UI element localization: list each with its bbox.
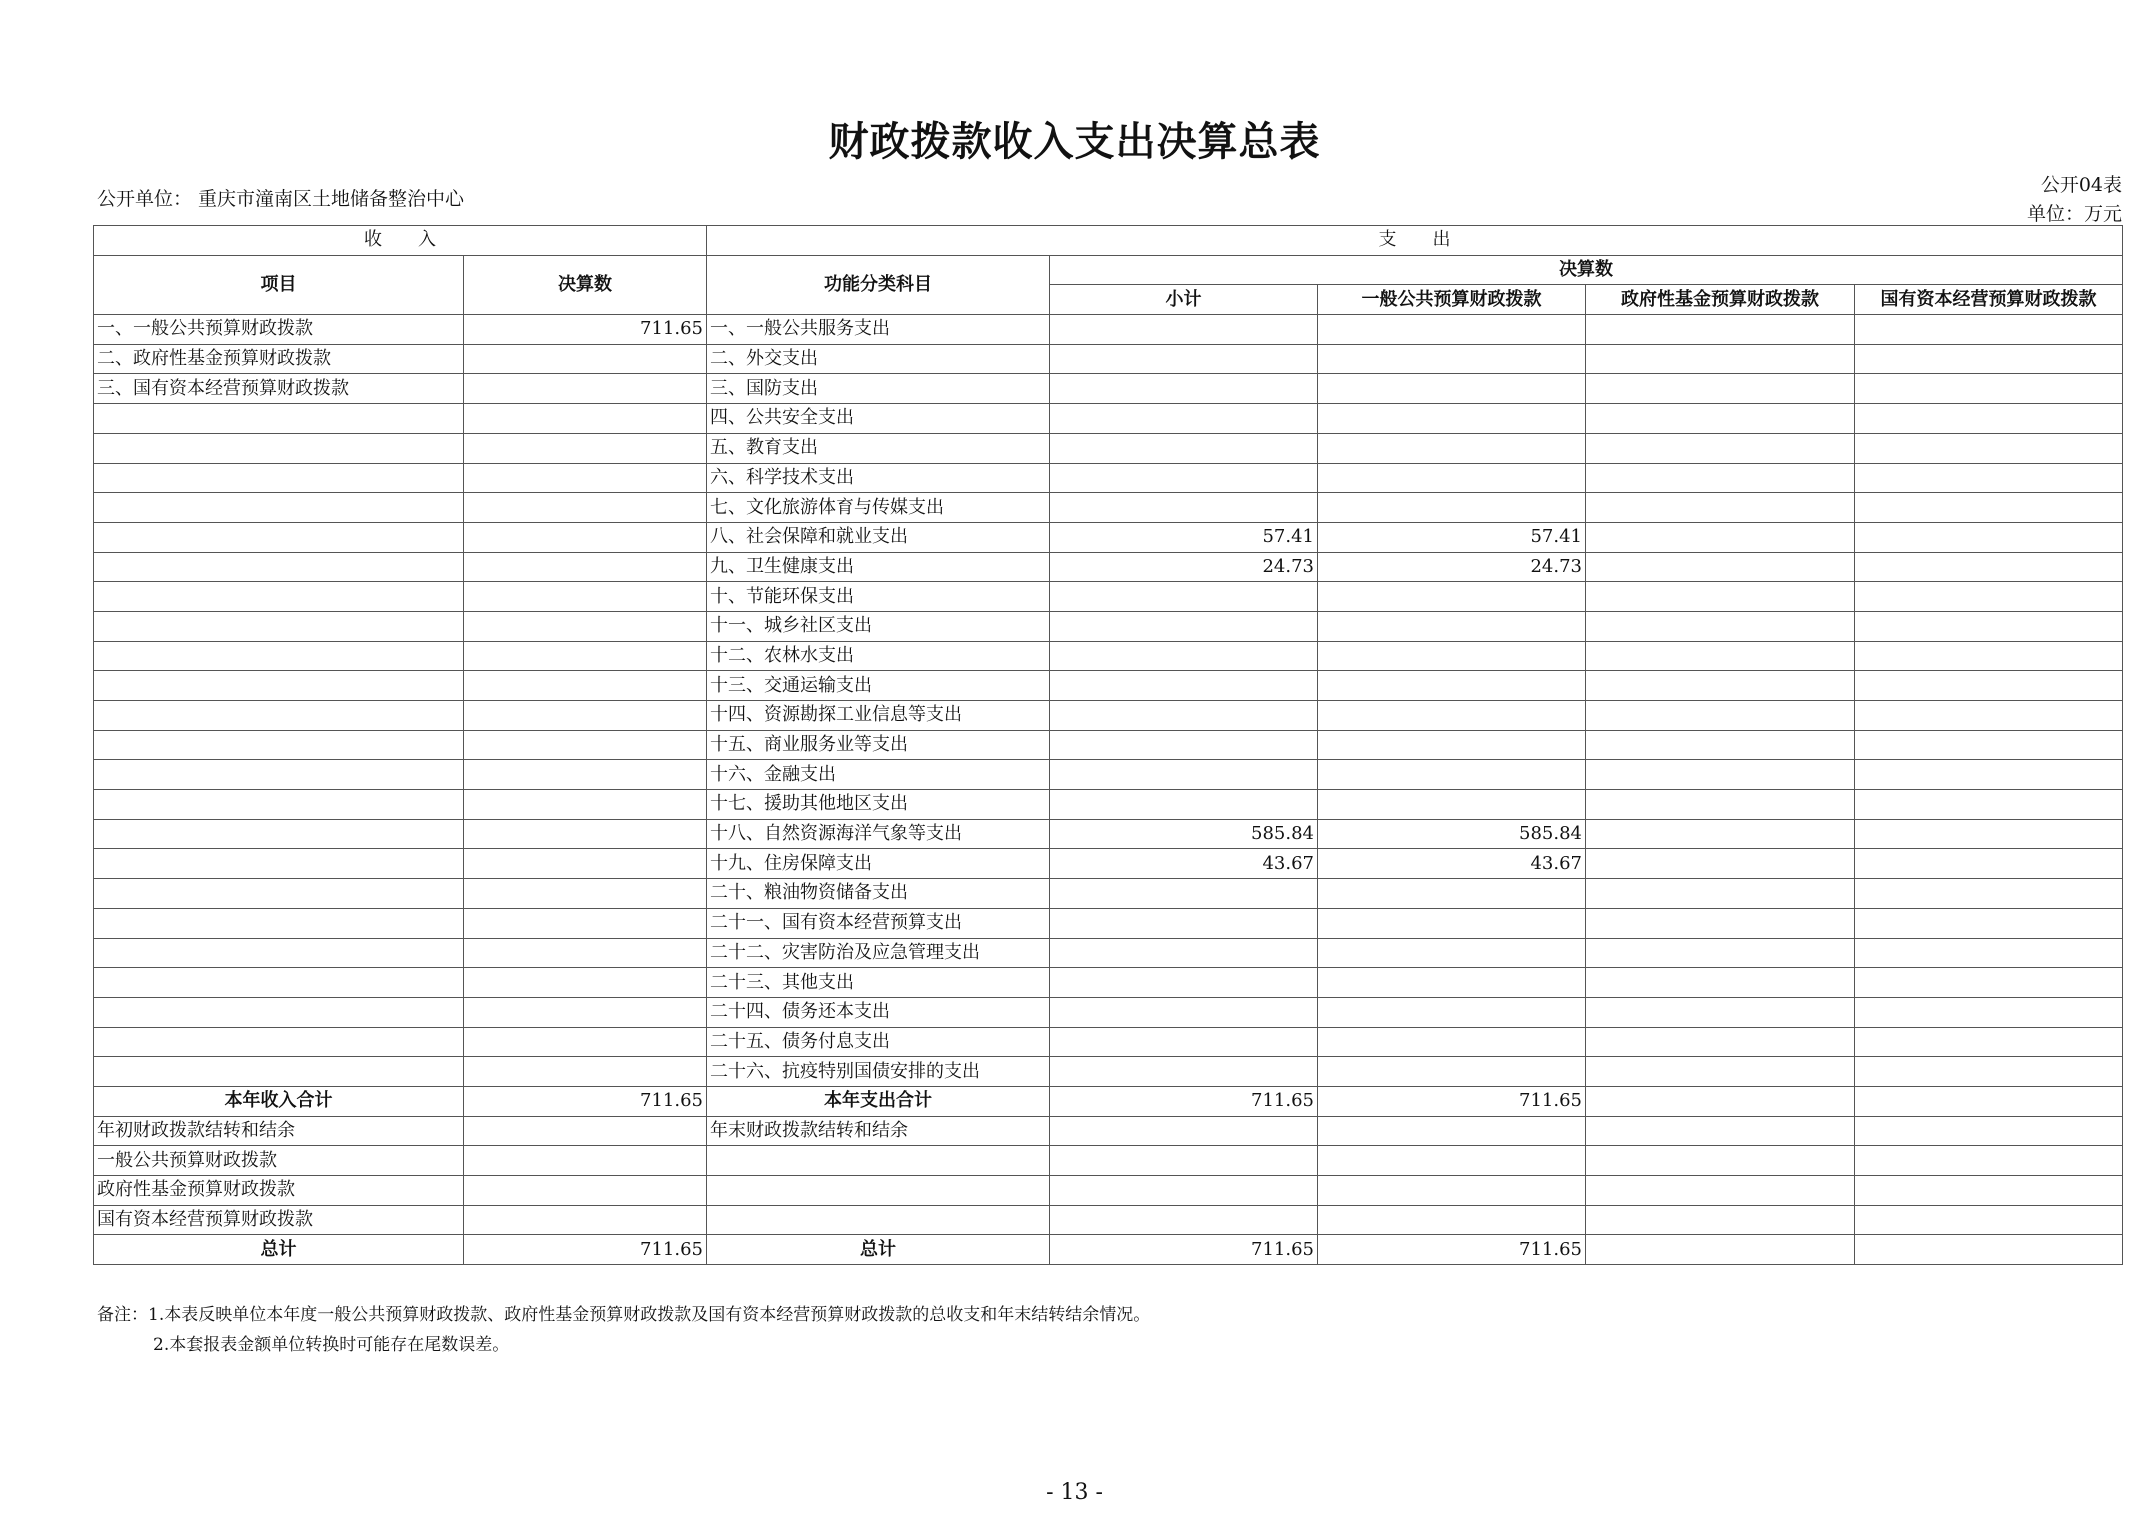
expense-item-cell: 十三、交通运输支出 xyxy=(707,671,1050,701)
subtotal-cell xyxy=(1050,1116,1318,1146)
page-number: - 13 - xyxy=(1046,1480,1103,1505)
income-item-cell xyxy=(94,611,464,641)
table-row xyxy=(94,849,2123,879)
income-item-cell: 一、一般公共预算财政拨款 xyxy=(94,315,464,345)
expense-item-cell: 十八、自然资源海洋气象等支出 xyxy=(707,819,1050,849)
table-row xyxy=(94,908,2123,938)
expense-item-cell: 二十五、债务付息支出 xyxy=(707,1027,1050,1057)
general-budget-cell xyxy=(1318,1027,1586,1057)
state-capital-cell xyxy=(1855,1057,2123,1087)
table-row xyxy=(94,374,2123,404)
general-budget-cell xyxy=(1318,968,1586,998)
gov-fund-cell xyxy=(1586,522,1855,552)
carryover-row xyxy=(94,1205,2123,1235)
income-item-cell xyxy=(94,1057,464,1087)
general-budget-cell xyxy=(1318,730,1586,760)
state-capital-cell xyxy=(1855,404,2123,434)
income-item-cell xyxy=(94,582,464,612)
expense-item-cell: 七、文化旅游体育与传媒支出 xyxy=(707,493,1050,523)
income-item-cell xyxy=(94,552,464,582)
state-capital-cell xyxy=(1855,552,2123,582)
state-capital-cell xyxy=(1855,730,2123,760)
gov-fund-cell xyxy=(1586,879,1855,909)
expense-item-cell: 二十一、国有资本经营预算支出 xyxy=(707,908,1050,938)
expense-item-cell: 年末财政拨款结转和结余 xyxy=(707,1116,1050,1146)
income-item-cell xyxy=(94,404,464,434)
income-item-cell: 年初财政拨款结转和结余 xyxy=(94,1116,464,1146)
subtotal-cell xyxy=(1050,611,1318,641)
expense-item-cell: 五、教育支出 xyxy=(707,433,1050,463)
income-item-cell xyxy=(94,1027,464,1057)
general-budget-cell xyxy=(1318,315,1586,345)
table-row xyxy=(94,315,2123,345)
income-amount-cell: 711.65 xyxy=(464,1235,707,1265)
income-amount-cell xyxy=(464,611,707,641)
general-budget-cell xyxy=(1318,1176,1586,1206)
general-budget-cell xyxy=(1318,1057,1586,1087)
gov-fund-cell xyxy=(1586,819,1855,849)
subtotal-cell: 24.73 xyxy=(1050,552,1318,582)
subtotal-cell xyxy=(1050,701,1318,731)
expense-item-cell: 二十三、其他支出 xyxy=(707,968,1050,998)
state-capital-cell xyxy=(1855,641,2123,671)
income-amount-cell xyxy=(464,730,707,760)
state-capital-cell xyxy=(1855,849,2123,879)
carryover-row xyxy=(94,1176,2123,1206)
gov-fund-cell xyxy=(1586,374,1855,404)
state-capital-cell xyxy=(1855,908,2123,938)
income-amount-cell xyxy=(464,1146,707,1176)
table-row xyxy=(94,463,2123,493)
income-item-cell: 政府性基金预算财政拨款 xyxy=(94,1176,464,1206)
subtotal-cell xyxy=(1050,344,1318,374)
subtotal-cell xyxy=(1050,671,1318,701)
table-row xyxy=(94,701,2123,731)
income-amount-cell xyxy=(464,819,707,849)
gov-fund-cell xyxy=(1586,1235,1855,1265)
general-budget-cell xyxy=(1318,790,1586,820)
gov-fund-cell xyxy=(1586,938,1855,968)
income-item-cell xyxy=(94,968,464,998)
subtotal-cell xyxy=(1050,463,1318,493)
state-capital-cell xyxy=(1855,701,2123,731)
income-header: 收 入 xyxy=(94,226,707,256)
table-row xyxy=(94,522,2123,552)
table-row xyxy=(94,1027,2123,1057)
expense-item-cell: 本年支出合计 xyxy=(707,1086,1050,1116)
general-budget-cell xyxy=(1318,997,1586,1027)
expense-item-cell: 九、卫生健康支出 xyxy=(707,552,1050,582)
income-item-cell xyxy=(94,433,464,463)
income-item-cell xyxy=(94,938,464,968)
income-item-cell xyxy=(94,730,464,760)
subtotal-cell: 57.41 xyxy=(1050,522,1318,552)
gov-fund-cell xyxy=(1586,611,1855,641)
table-row xyxy=(94,1057,2123,1087)
func-class-header: 功能分类科目 xyxy=(707,255,1050,314)
income-item-cell xyxy=(94,463,464,493)
state-capital-cell xyxy=(1855,1027,2123,1057)
notes xyxy=(97,1300,1150,1360)
state-capital-cell xyxy=(1855,1235,2123,1265)
gov-fund-cell xyxy=(1586,760,1855,790)
budget-summary-table xyxy=(93,225,2123,1265)
income-amount-cell xyxy=(464,701,707,731)
reporting-unit: 公开单位： 重庆市潼南区土地储备整治中心 xyxy=(97,188,465,210)
general-budget-cell: 711.65 xyxy=(1318,1235,1586,1265)
expense-item-cell: 十五、商业服务业等支出 xyxy=(707,730,1050,760)
state-capital-cell xyxy=(1855,493,2123,523)
expense-item-cell: 十九、住房保障支出 xyxy=(707,849,1050,879)
general-budget-cell xyxy=(1318,1205,1586,1235)
subtotal-cell xyxy=(1050,730,1318,760)
state-capital-cell xyxy=(1855,522,2123,552)
state-capital-cell xyxy=(1855,582,2123,612)
subtotal-cell xyxy=(1050,968,1318,998)
subtotal-cell xyxy=(1050,374,1318,404)
income-amount-cell xyxy=(464,1205,707,1235)
gov-fund-cell xyxy=(1586,552,1855,582)
income-amount-cell: 711.65 xyxy=(464,1086,707,1116)
subtotal-cell xyxy=(1050,1027,1318,1057)
general-budget-cell xyxy=(1318,760,1586,790)
expense-item-cell: 二十、粮油物资储备支出 xyxy=(707,879,1050,909)
expense-item-cell: 八、社会保障和就业支出 xyxy=(707,522,1050,552)
income-amount-cell xyxy=(464,997,707,1027)
general-budget-cell xyxy=(1318,611,1586,641)
general-budget-cell: 43.67 xyxy=(1318,849,1586,879)
income-amount-cell xyxy=(464,1176,707,1206)
table-row xyxy=(94,433,2123,463)
state-capital-cell xyxy=(1855,1116,2123,1146)
income-amount-cell xyxy=(464,671,707,701)
subtotal-cell xyxy=(1050,1205,1318,1235)
header-row-2 xyxy=(94,255,2123,285)
table-row xyxy=(94,819,2123,849)
expense-item-cell: 总计 xyxy=(707,1235,1050,1265)
income-amount-cell xyxy=(464,908,707,938)
grand-total-row xyxy=(94,1235,2123,1265)
table-row xyxy=(94,582,2123,612)
state-capital-header: 国有资本经营预算财政拨款 xyxy=(1855,285,2123,315)
subtotal-cell xyxy=(1050,879,1318,909)
income-item-cell: 三、国有资本经营预算财政拨款 xyxy=(94,374,464,404)
income-item-cell xyxy=(94,671,464,701)
gov-fund-cell xyxy=(1586,997,1855,1027)
expense-item-cell: 三、国防支出 xyxy=(707,374,1050,404)
state-capital-cell xyxy=(1855,463,2123,493)
general-budget-cell: 585.84 xyxy=(1318,819,1586,849)
expense-item-cell: 六、科学技术支出 xyxy=(707,463,1050,493)
expense-item-cell: 十二、农林水支出 xyxy=(707,641,1050,671)
income-amount-cell xyxy=(464,582,707,612)
state-capital-cell xyxy=(1855,997,2123,1027)
subtotal-cell: 711.65 xyxy=(1050,1235,1318,1265)
income-item-cell xyxy=(94,522,464,552)
general-budget-cell: 57.41 xyxy=(1318,522,1586,552)
subtotal-cell xyxy=(1050,433,1318,463)
income-amount-cell xyxy=(464,641,707,671)
state-capital-cell xyxy=(1855,819,2123,849)
gov-fund-cell xyxy=(1586,1027,1855,1057)
general-budget-cell xyxy=(1318,463,1586,493)
state-capital-cell xyxy=(1855,938,2123,968)
expense-item-cell: 十四、资源勘探工业信息等支出 xyxy=(707,701,1050,731)
general-budget-cell xyxy=(1318,1116,1586,1146)
state-capital-cell xyxy=(1855,1086,2123,1116)
general-budget-cell: 711.65 xyxy=(1318,1086,1586,1116)
expense-item-cell: 四、公共安全支出 xyxy=(707,404,1050,434)
gov-fund-cell xyxy=(1586,1205,1855,1235)
subtotal-cell xyxy=(1050,315,1318,345)
expense-item-cell: 十一、城乡社区支出 xyxy=(707,611,1050,641)
subtotal-cell xyxy=(1050,404,1318,434)
general-budget-cell xyxy=(1318,938,1586,968)
income-amount-cell xyxy=(464,433,707,463)
subtotal-cell xyxy=(1050,790,1318,820)
table-number: 公开04表 xyxy=(2040,174,2122,196)
gov-fund-cell xyxy=(1586,1057,1855,1087)
general-budget-cell xyxy=(1318,641,1586,671)
table-row xyxy=(94,997,2123,1027)
income-amount-cell xyxy=(464,760,707,790)
subtotal-cell xyxy=(1050,1057,1318,1087)
income-item-cell: 二、政府性基金预算财政拨款 xyxy=(94,344,464,374)
income-item-cell xyxy=(94,849,464,879)
general-budget-header: 一般公共预算财政拨款 xyxy=(1318,285,1586,315)
expense-item-cell: 十、节能环保支出 xyxy=(707,582,1050,612)
subtotal-cell xyxy=(1050,1146,1318,1176)
subtotal-cell xyxy=(1050,997,1318,1027)
income-amount-cell xyxy=(464,374,707,404)
state-capital-cell xyxy=(1855,760,2123,790)
income-item-cell xyxy=(94,760,464,790)
state-capital-cell xyxy=(1855,790,2123,820)
expense-item-cell xyxy=(707,1176,1050,1206)
subtotal-cell xyxy=(1050,908,1318,938)
state-capital-cell xyxy=(1855,671,2123,701)
subtotal-cell xyxy=(1050,493,1318,523)
general-budget-cell xyxy=(1318,671,1586,701)
note-2: 2.本套报表金额单位转换时可能存在尾数误差。 xyxy=(153,1335,510,1355)
gov-fund-cell xyxy=(1586,968,1855,998)
income-amount-cell xyxy=(464,1057,707,1087)
state-capital-cell xyxy=(1855,879,2123,909)
general-budget-cell xyxy=(1318,374,1586,404)
gov-fund-cell xyxy=(1586,790,1855,820)
expense-item-cell: 十六、金融支出 xyxy=(707,760,1050,790)
expense-header: 支 出 xyxy=(707,226,2123,256)
state-capital-cell xyxy=(1855,968,2123,998)
income-item-cell xyxy=(94,641,464,671)
gov-fund-cell xyxy=(1586,641,1855,671)
currency-unit: 单位：万元 xyxy=(2026,203,2122,225)
general-budget-cell xyxy=(1318,404,1586,434)
gov-fund-cell xyxy=(1586,1176,1855,1206)
final-amount-group-header: 决算数 xyxy=(1050,255,2123,285)
table-row xyxy=(94,671,2123,701)
expense-item-cell: 十七、援助其他地区支出 xyxy=(707,790,1050,820)
income-amount-cell xyxy=(464,1116,707,1146)
header-row-1 xyxy=(94,226,2123,256)
general-budget-cell xyxy=(1318,344,1586,374)
subtotal-cell xyxy=(1050,1176,1318,1206)
table-row xyxy=(94,344,2123,374)
income-item-cell: 本年收入合计 xyxy=(94,1086,464,1116)
income-item-cell: 总计 xyxy=(94,1235,464,1265)
gov-fund-cell xyxy=(1586,908,1855,938)
income-item-cell xyxy=(94,879,464,909)
table-row xyxy=(94,968,2123,998)
income-item-cell xyxy=(94,493,464,523)
table-row xyxy=(94,493,2123,523)
income-amount-cell xyxy=(464,968,707,998)
general-budget-cell xyxy=(1318,493,1586,523)
gov-fund-cell xyxy=(1586,315,1855,345)
state-capital-cell xyxy=(1855,344,2123,374)
table-row xyxy=(94,611,2123,641)
income-item-cell xyxy=(94,908,464,938)
table-row xyxy=(94,938,2123,968)
year-total-row xyxy=(94,1086,2123,1116)
table-row xyxy=(94,760,2123,790)
income-item-cell xyxy=(94,819,464,849)
income-amount-cell xyxy=(464,879,707,909)
item-header: 项目 xyxy=(94,255,464,314)
gov-fund-cell xyxy=(1586,849,1855,879)
general-budget-cell xyxy=(1318,433,1586,463)
expense-item-cell: 一、一般公共服务支出 xyxy=(707,315,1050,345)
carryover-row xyxy=(94,1146,2123,1176)
income-item-cell: 一般公共预算财政拨款 xyxy=(94,1146,464,1176)
table-row xyxy=(94,404,2123,434)
final-amount-header: 决算数 xyxy=(464,255,707,314)
general-budget-cell xyxy=(1318,582,1586,612)
gov-fund-cell xyxy=(1586,344,1855,374)
subtotal-cell xyxy=(1050,582,1318,612)
expense-item-cell: 二十四、债务还本支出 xyxy=(707,997,1050,1027)
gov-fund-cell xyxy=(1586,493,1855,523)
subtotal-cell xyxy=(1050,760,1318,790)
gov-fund-cell xyxy=(1586,671,1855,701)
income-amount-cell xyxy=(464,344,707,374)
state-capital-cell xyxy=(1855,611,2123,641)
expense-item-cell: 二十六、抗疫特别国债安排的支出 xyxy=(707,1057,1050,1087)
state-capital-cell xyxy=(1855,315,2123,345)
income-amount-cell xyxy=(464,790,707,820)
general-budget-cell xyxy=(1318,1146,1586,1176)
gov-fund-cell xyxy=(1586,1116,1855,1146)
income-amount-cell xyxy=(464,1027,707,1057)
state-capital-cell xyxy=(1855,1176,2123,1206)
income-amount-cell xyxy=(464,522,707,552)
expense-item-cell: 二十二、灾害防治及应急管理支出 xyxy=(707,938,1050,968)
income-amount-cell xyxy=(464,849,707,879)
expense-item-cell xyxy=(707,1146,1050,1176)
gov-fund-cell xyxy=(1586,701,1855,731)
gov-fund-cell xyxy=(1586,582,1855,612)
income-item-cell xyxy=(94,701,464,731)
income-item-cell: 国有资本经营预算财政拨款 xyxy=(94,1205,464,1235)
table-row xyxy=(94,641,2123,671)
expense-item-cell xyxy=(707,1205,1050,1235)
page-title: 财政拨款收入支出决算总表 xyxy=(828,119,1321,165)
income-item-cell xyxy=(94,997,464,1027)
income-amount-cell xyxy=(464,493,707,523)
income-amount-cell xyxy=(464,552,707,582)
general-budget-cell xyxy=(1318,908,1586,938)
gov-fund-header: 政府性基金预算财政拨款 xyxy=(1586,285,1855,315)
gov-fund-cell xyxy=(1586,1086,1855,1116)
note-1: 备注：1.本表反映单位本年度一般公共预算财政拨款、政府性基金预算财政拨款及国有资本经营预算财政拨款的总收支和年末结转结余情况。 xyxy=(97,1305,1151,1325)
state-capital-cell xyxy=(1855,1205,2123,1235)
income-item-cell xyxy=(94,790,464,820)
subtotal-cell xyxy=(1050,641,1318,671)
gov-fund-cell xyxy=(1586,433,1855,463)
general-budget-cell: 24.73 xyxy=(1318,552,1586,582)
table-row xyxy=(94,790,2123,820)
gov-fund-cell xyxy=(1586,730,1855,760)
carryover-row xyxy=(94,1116,2123,1146)
subtotal-cell: 43.67 xyxy=(1050,849,1318,879)
general-budget-cell xyxy=(1318,701,1586,731)
gov-fund-cell xyxy=(1586,1146,1855,1176)
subtotal-cell: 585.84 xyxy=(1050,819,1318,849)
income-amount-cell xyxy=(464,404,707,434)
subtotal-cell xyxy=(1050,938,1318,968)
subtotal-header: 小计 xyxy=(1050,285,1318,315)
income-amount-cell: 711.65 xyxy=(464,315,707,345)
state-capital-cell xyxy=(1855,374,2123,404)
gov-fund-cell xyxy=(1586,404,1855,434)
gov-fund-cell xyxy=(1586,463,1855,493)
subtotal-cell: 711.65 xyxy=(1050,1086,1318,1116)
table-row xyxy=(94,552,2123,582)
state-capital-cell xyxy=(1855,433,2123,463)
state-capital-cell xyxy=(1855,1146,2123,1176)
income-amount-cell xyxy=(464,938,707,968)
expense-item-cell: 二、外交支出 xyxy=(707,344,1050,374)
table-row xyxy=(94,879,2123,909)
table-row xyxy=(94,730,2123,760)
income-amount-cell xyxy=(464,463,707,493)
general-budget-cell xyxy=(1318,879,1586,909)
